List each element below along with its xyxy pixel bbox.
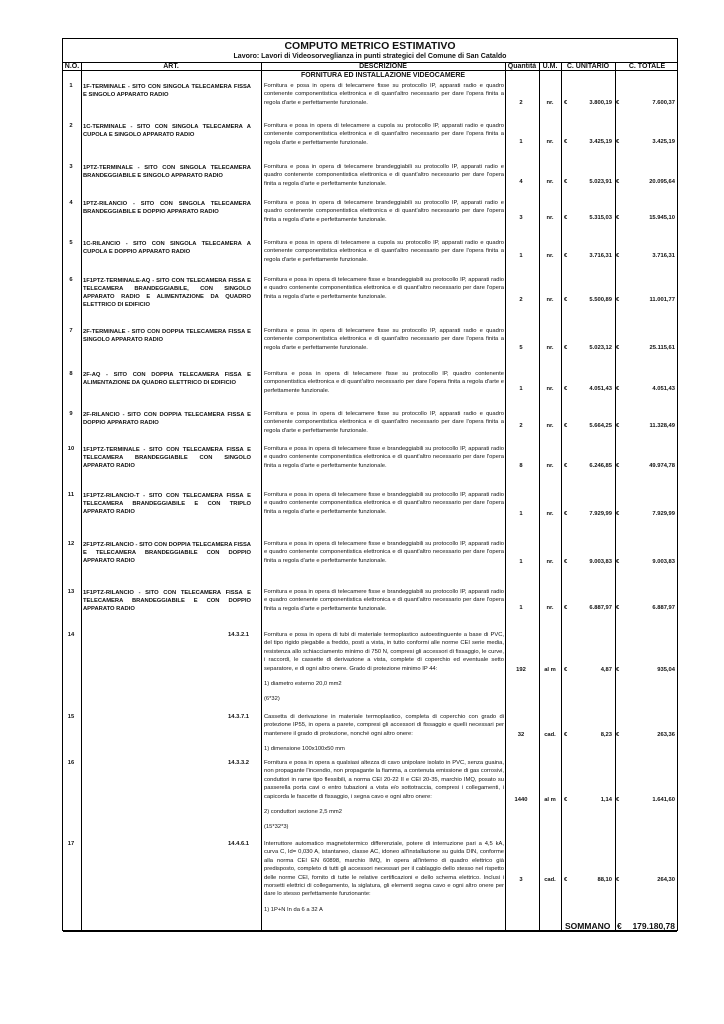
row-number: 11 xyxy=(67,492,75,498)
currency-symbol: € xyxy=(616,386,620,392)
row-quantity: 1 xyxy=(519,559,523,565)
row-quantity: 3 xyxy=(519,215,523,221)
row-total-cost: 15.945,10 xyxy=(649,215,675,221)
row-quantity: 1 xyxy=(519,253,523,259)
row-quantity: 192 xyxy=(516,667,526,673)
divider xyxy=(63,70,677,71)
currency-symbol: € xyxy=(564,100,568,106)
row-article: 2F-TERMINALE - SITO CON DOPPIA TELECAMERA FISSA E SINGOLO APPARATO RADIO xyxy=(83,329,251,343)
row-number: 12 xyxy=(67,541,75,547)
column-divider xyxy=(81,62,82,931)
row-number: 7 xyxy=(69,328,73,334)
currency-symbol: € xyxy=(564,345,568,351)
row-total-cost: 20.095,64 xyxy=(649,179,675,185)
header-no: N.O. xyxy=(64,63,80,70)
row-unit-measure: nr. xyxy=(546,463,554,469)
currency-symbol: € xyxy=(616,797,620,803)
row-quantity: 1 xyxy=(519,605,523,611)
row-total-cost: 49.974,78 xyxy=(649,463,675,469)
row-unit-measure: nr. xyxy=(546,386,554,392)
currency-symbol: € xyxy=(616,297,620,303)
currency-symbol: € xyxy=(564,139,568,145)
row-unit-cost: 4.051,43 xyxy=(589,386,612,392)
row-description: Fornitura e posa in opera di telecamere fisse e brandeggiabili su protocollo IP, apparati radio e quadro contenente componentistica elettronica e di quant'altro necessario per dare l'opera finita a regola d'arte e perfettamente funzionale. xyxy=(264,446,504,469)
row-number: 15 xyxy=(67,714,75,720)
currency-symbol: € xyxy=(564,386,568,392)
row-unit-cost: 5.500,89 xyxy=(589,297,612,303)
currency-symbol: € xyxy=(564,463,568,469)
row-unit-cost: 3.716,31 xyxy=(589,253,612,259)
row-unit-measure: cad. xyxy=(544,732,556,738)
row-unit-measure: al m xyxy=(544,667,556,673)
row-article: 1F-TERMINALE - SITO CON SINGOLA TELECAMERA FISSA E SINGOLO APPARATO RADIO xyxy=(83,84,251,98)
row-unit-measure: nr. xyxy=(546,423,554,429)
row-unit-cost: 1,14 xyxy=(600,797,612,803)
row-price-code: 14.3.2.1 xyxy=(228,632,249,638)
row-unit-measure: nr. xyxy=(546,179,554,185)
divider xyxy=(63,931,677,932)
row-total-cost: 11.328,49 xyxy=(649,423,675,429)
row-article: 1C-RILANCIO - SITO CON SINGOLA TELECAMERA A CUPOLA E DOPPIO APPARATO RADIO xyxy=(83,241,251,255)
row-total-cost: 3.716,31 xyxy=(652,253,675,259)
row-total-cost: 7.929,99 xyxy=(652,511,675,517)
row-unit-cost: 5.315,03 xyxy=(589,215,612,221)
row-number: 10 xyxy=(67,446,75,452)
grand-total-label: SOMMANO xyxy=(565,921,611,931)
row-description: Fornitura e posa in opera di telecamere fisse su protocollo IP, apparati radio e quadro contenente componentistica elettronica e di quant'altro necessario per dare l'opera finita a regola d'arte e perfettamente funzionale. xyxy=(264,328,504,351)
description-text: Interruttore automatico magnetotermico differenziale, potere di interruzione pari a 4,5 kA, curva C, Id= 0,030 A, istantaneo, classe AC, idoneo all'installazione su guida DIN, conforme alla norma CEI EN 60898, marchio IMQ, in opera all'interno di quadro elettrico già predisposto, completo di tutti gli accessori necessari per il cablaggio dello stesso nel rispetto delle norme CEI, fornito di tutte le relative certificazioni e dello schema elettrico. Inclusi i morsetti elettrici di collegamento, la siglatura, gli elementi segna cavo e ogni altro onere per dare lo stesso perfettamente funzionante: xyxy=(264,841,504,898)
currency-symbol: € xyxy=(617,921,622,931)
currency-symbol: € xyxy=(616,345,620,351)
row-quantity: 3 xyxy=(519,877,523,883)
header-unit-cost: C. UNITARIO xyxy=(566,63,610,70)
row-unit-cost: 9.003,83 xyxy=(589,559,612,565)
row-price-code: 14.3.7.1 xyxy=(228,714,249,720)
description-detail: 1) diametro esterno 20,0 mm2 xyxy=(264,681,342,688)
row-number: 17 xyxy=(67,841,75,847)
currency-symbol: € xyxy=(564,667,568,673)
row-number: 9 xyxy=(69,411,73,417)
estimate-sheet xyxy=(62,38,678,931)
description-detail: 1) dimensione 100x100x50 mm xyxy=(264,746,345,753)
row-article: 1F1PTZ-TERMINALE-AQ - SITO CON TELECAMERA FISSA E TELECAMERA BRANDEGGIABILE, CON SINGOLO APPARATO RADIO E ALIMENTAZIONE DA QUADRO ELETTRICO DI EDIFICIO xyxy=(83,278,251,308)
row-description: Fornitura e posa in opera di telecamere brandeggiabili su protocollo IP, apparati radio e quadro contenente componentistica elettronica e di quant'altro necessario per dare l'opera finita a regola d'arte e perfettamente funzionale. xyxy=(264,164,504,187)
row-number: 1 xyxy=(69,83,73,89)
currency-symbol: € xyxy=(616,877,620,883)
document-title: COMPUTO METRICO ESTIMATIVO xyxy=(284,40,456,52)
currency-symbol: € xyxy=(564,511,568,517)
row-description: Fornitura e posa in opera di telecamere fisse e brandeggiabili su protocollo IP, apparati radio e quadro contenente componentistica elettronica e di quant'altro necessario per dare l'opera finita a regola d'arte e perfettamente funzionale. xyxy=(264,277,504,300)
row-quantity: 2 xyxy=(519,100,523,106)
row-quantity: 2 xyxy=(519,423,523,429)
row-number: 6 xyxy=(69,277,73,283)
column-divider xyxy=(561,62,562,931)
row-unit-cost: 5.023,91 xyxy=(589,179,612,185)
row-article: 1C-TERMINALE - SITO CON SINGOLA TELECAMERA A CUPOLA E SINGOLO APPARATO RADIO xyxy=(83,124,251,138)
row-article: 1PTZ-RILANCIO - SITO CON SINGOLA TELECAMERA BRANDEGGIABILE E DOPPIO APPARATO RADIO xyxy=(83,201,251,215)
row-unit-cost: 6.887,97 xyxy=(589,605,612,611)
row-total-cost: 7.600,37 xyxy=(652,100,675,106)
header-description: DESCRIZIONE xyxy=(359,63,407,70)
row-unit-measure: nr. xyxy=(546,297,554,303)
row-total-cost: 935,04 xyxy=(657,667,675,673)
row-description: Fornitura e posa in opera di telecamere a cupola su protocollo IP, apparati radio e quadro contenente componentistica elettronica e di quant'altro necessario per dare l'opera finita a regola d'arte e perfettamente funzionale. xyxy=(264,123,504,146)
row-unit-cost: 5.664,25 xyxy=(589,423,612,429)
row-number: 14 xyxy=(67,632,75,638)
row-unit-cost: 3.800,19 xyxy=(589,100,612,106)
row-description: Fornitura e posa in opera di telecamere fisse e brandeggiabili su protocollo IP, apparati radio e quadro contenente componentistica elettronica e di quant'altro necessario per dare l'opera finita a regola d'arte e perfettamente funzionale. xyxy=(264,589,504,612)
row-unit-measure: nr. xyxy=(546,100,554,106)
description-text: Fornitura e posa in opera a qualsiasi altezza di cavo unipolare isolato in PVC, senza guaina, non propagante l'incendio, non propagante la fiamma, a contenuta emissione di gas corrosivi, conduttori in rame tipo flessibili, a norma CEI 20-22 II e CEI 20-35, marchio IMQ, posato su passerella porta cavi o entro tubazioni a vista e/o sottotraccia, compresi i collegamenti, i capicorda le fascette di fissaggio, i segna cavo e ogni altro onere: xyxy=(264,760,504,800)
row-price-code: 14.3.3.2 xyxy=(228,760,249,766)
row-unit-measure: nr. xyxy=(546,511,554,517)
row-total-cost: 25.115,61 xyxy=(649,345,675,351)
row-unit-cost: 3.425,19 xyxy=(589,139,612,145)
row-description xyxy=(264,713,504,754)
row-unit-cost: 88,10 xyxy=(597,877,612,883)
currency-symbol: € xyxy=(616,179,620,185)
currency-symbol: € xyxy=(616,423,620,429)
currency-symbol: € xyxy=(564,797,568,803)
row-price-code: 14.4.6.1 xyxy=(228,841,249,847)
currency-symbol: € xyxy=(616,511,620,517)
description-detail: 1) 1P+N In da 6 a 32 A xyxy=(264,906,323,913)
row-article: 1PTZ-TERMINALE - SITO CON SINGOLA TELECAMERA BRANDEGGIABILE E SINGOLO APPARATO RADIO xyxy=(83,165,251,179)
currency-symbol: € xyxy=(564,877,568,883)
row-article: 1F1PTZ-TERMINALE - SITO CON TELECAMERA FISSA E TELECAMERA BRANDEGGIABILE CON SINGOLO APPARATO RADIO xyxy=(83,447,251,469)
row-unit-measure: nr. xyxy=(546,559,554,565)
currency-symbol: € xyxy=(616,139,620,145)
row-total-cost: 11.001,77 xyxy=(649,297,675,303)
row-unit-measure: nr. xyxy=(546,253,554,259)
row-unit-cost: 4,87 xyxy=(600,667,612,673)
row-description xyxy=(264,840,504,914)
row-number: 13 xyxy=(67,589,75,595)
section-title: FORNITURA ED INSTALLAZIONE VIDEOCAMERE xyxy=(300,72,466,79)
document-subtitle: Lavoro: Lavori di Videosorveglianza in punti strategici del Comune di San Cataldo xyxy=(233,53,507,60)
row-description: Fornitura e posa in opera di telecamere brandeggiabili su protocollo IP, apparati radio e quadro contenente componentistica elettronica e di quant'altro necessario per dare l'opera finita a regola d'arte e perfettamente funzionale. xyxy=(264,200,504,223)
column-divider xyxy=(261,62,262,931)
row-article: 2F-RILANCIO - SITO CON DOPPIA TELECAMERA FISSA E DOPPIO APPARATO RADIO xyxy=(83,412,251,426)
description-text: Fornitura e posa in opera di tubi di materiale termoplastico autoestinguente a base di PVC, del tipo rigido piegabile a freddo, posti a vista, in tutto conformi alle norme CEI serie media, resistenza allo schiacciamento minimo di 750 N, compresi gli accessori di fissaggio, le curve, i raccordi, le cassette di derivazione a vista, complete di coperchio ed eventuale setto separatore, e di ogni altro onere. Grado di protezione minimo IP 44: xyxy=(264,632,504,672)
currency-symbol: € xyxy=(616,605,620,611)
description-text: Cassetta di derivazione in materiale termoplastico, completa di coperchio con grado di protezione IP55, in opera a parete, compresi gli accessori di fissaggio e quelli necessari per mantenere il grado di protezione, nonché ogni altro onere: xyxy=(264,714,504,737)
row-unit-measure: nr. xyxy=(546,345,554,351)
header-total-cost: C. TOTALE xyxy=(628,63,666,70)
row-total-cost: 9.003,83 xyxy=(652,559,675,565)
row-description: Fornitura e posa in opera di telecamere a cupola su protocollo IP, apparati radio e quadro contenente componentistica elettronica e di quant'altro necessario per dare l'opera finita a regola d'arte e perfettamente funzionale. xyxy=(264,240,504,263)
header-art: ART. xyxy=(163,63,179,70)
currency-symbol: € xyxy=(564,559,568,565)
header-unit-measure: U.M. xyxy=(542,63,558,70)
row-article: 2F1PTZ-RILANCIO - SITO CON DOPPIA TELECAMERA FISSA E TELECAMERA BRANDEGGIABILE CON DOPPIO APPARATO RADIO xyxy=(83,542,251,564)
row-quantity: 1440 xyxy=(514,797,528,803)
row-unit-measure: nr. xyxy=(546,605,554,611)
row-unit-cost: 8,23 xyxy=(600,732,612,738)
row-description: Fornitura e posa in opera di telecamere fisse su protocollo IP, apparati radio e quadro contenente componentistica elettronica e di quant'altro necessario per dare l'opera finita a regola d'arte e perfettamente funzionale. xyxy=(264,411,504,434)
currency-symbol: € xyxy=(616,667,620,673)
row-article: 1F1PTZ-RILANCIO - SITO CON TELECAMERA FISSA E TELECAMERA BRANDEGGIABILE E CON DOPPIO APPARATO RADIO xyxy=(83,590,251,612)
currency-symbol: € xyxy=(616,732,620,738)
currency-symbol: € xyxy=(616,559,620,565)
row-total-cost: 6.887,97 xyxy=(652,605,675,611)
row-total-cost: 1.641,60 xyxy=(652,797,675,803)
description-formula: (15*32*3) xyxy=(264,824,289,831)
row-description: Fornitura e posa in opera di telecamere fisse e brandeggiabili su protocollo IP, apparati radio e quadro contenente componentistica elettronica e di quant'altro necessario per dare l'opera finita a regola d'arte e perfettamente funzionale. xyxy=(264,541,504,564)
row-description: Fornitura e posa in opera di telecamere fisse su protocollo IP, apparati radio e quadro contenente componentistica elettronica e di quant'altro necessario per dare l'opera finita a regola d'arte e perfettamente funzionale. xyxy=(264,83,504,106)
row-quantity: 5 xyxy=(519,345,523,351)
row-total-cost: 3.425,19 xyxy=(652,139,675,145)
header-quantity: Quantità xyxy=(507,63,537,70)
currency-symbol: € xyxy=(616,100,620,106)
row-quantity: 1 xyxy=(519,511,523,517)
row-quantity: 4 xyxy=(519,179,523,185)
row-quantity: 32 xyxy=(517,732,525,738)
row-description: Fornitura e posa in opera di telecamere fisse e brandeggiabili su protocollo IP, apparati radio e quadro contenente componentistica elettronica e di quant'altro necessario per dare l'opera finita a regola d'arte e perfettamente funzionale. xyxy=(264,492,504,515)
currency-symbol: € xyxy=(564,732,568,738)
row-number: 2 xyxy=(69,123,73,129)
row-quantity: 1 xyxy=(519,386,523,392)
row-total-cost: 263,36 xyxy=(657,732,675,738)
row-number: 4 xyxy=(69,200,73,206)
row-number: 3 xyxy=(69,164,73,170)
row-quantity: 2 xyxy=(519,297,523,303)
currency-symbol: € xyxy=(564,297,568,303)
currency-symbol: € xyxy=(564,605,568,611)
currency-symbol: € xyxy=(564,253,568,259)
row-number: 5 xyxy=(69,240,73,246)
row-article: 2F-AQ - SITO CON DOPPIA TELECAMERA FISSA E ALIMENTAZIONE DA QUADRO ELETTRICO DI EDIFICIO xyxy=(83,372,251,386)
description-detail: 2) conduttori sezione 2,5 mm2 xyxy=(264,809,342,816)
row-number: 16 xyxy=(67,760,75,766)
grand-total-value: 179.180,78 xyxy=(632,921,675,931)
row-number: 8 xyxy=(69,371,73,377)
row-description xyxy=(264,759,504,832)
currency-symbol: € xyxy=(564,215,568,221)
currency-symbol: € xyxy=(564,179,568,185)
row-unit-measure: al m xyxy=(544,797,556,803)
description-formula: (6*32) xyxy=(264,696,280,703)
row-unit-measure: nr. xyxy=(546,215,554,221)
row-article: 1F1PTZ-RILANCIO-T - SITO CON TELECAMERA FISSA E TELECAMERA BRANDEGGIABILE E CON TRIPLO APPARATO RADIO xyxy=(83,493,251,515)
row-total-cost: 264,30 xyxy=(657,877,675,883)
row-unit-measure: nr. xyxy=(546,139,554,145)
row-unit-cost: 7.929,99 xyxy=(589,511,612,517)
currency-symbol: € xyxy=(564,423,568,429)
row-unit-cost: 6.246,85 xyxy=(589,463,612,469)
currency-symbol: € xyxy=(616,215,620,221)
row-description xyxy=(264,631,504,704)
row-quantity: 1 xyxy=(519,139,523,145)
row-quantity: 8 xyxy=(519,463,523,469)
row-description: Fornitura e posa in opera di telecamere fisse su protocollo IP, quadro contenente componentistica elettronica e di quant'altro necessario per dare l'opera finita a regola d'arte e perfettamente funzionale. xyxy=(264,371,504,394)
currency-symbol: € xyxy=(616,253,620,259)
row-total-cost: 4.051,43 xyxy=(652,386,675,392)
row-unit-measure: cad. xyxy=(544,877,556,883)
currency-symbol: € xyxy=(616,463,620,469)
row-unit-cost: 5.023,12 xyxy=(589,345,612,351)
